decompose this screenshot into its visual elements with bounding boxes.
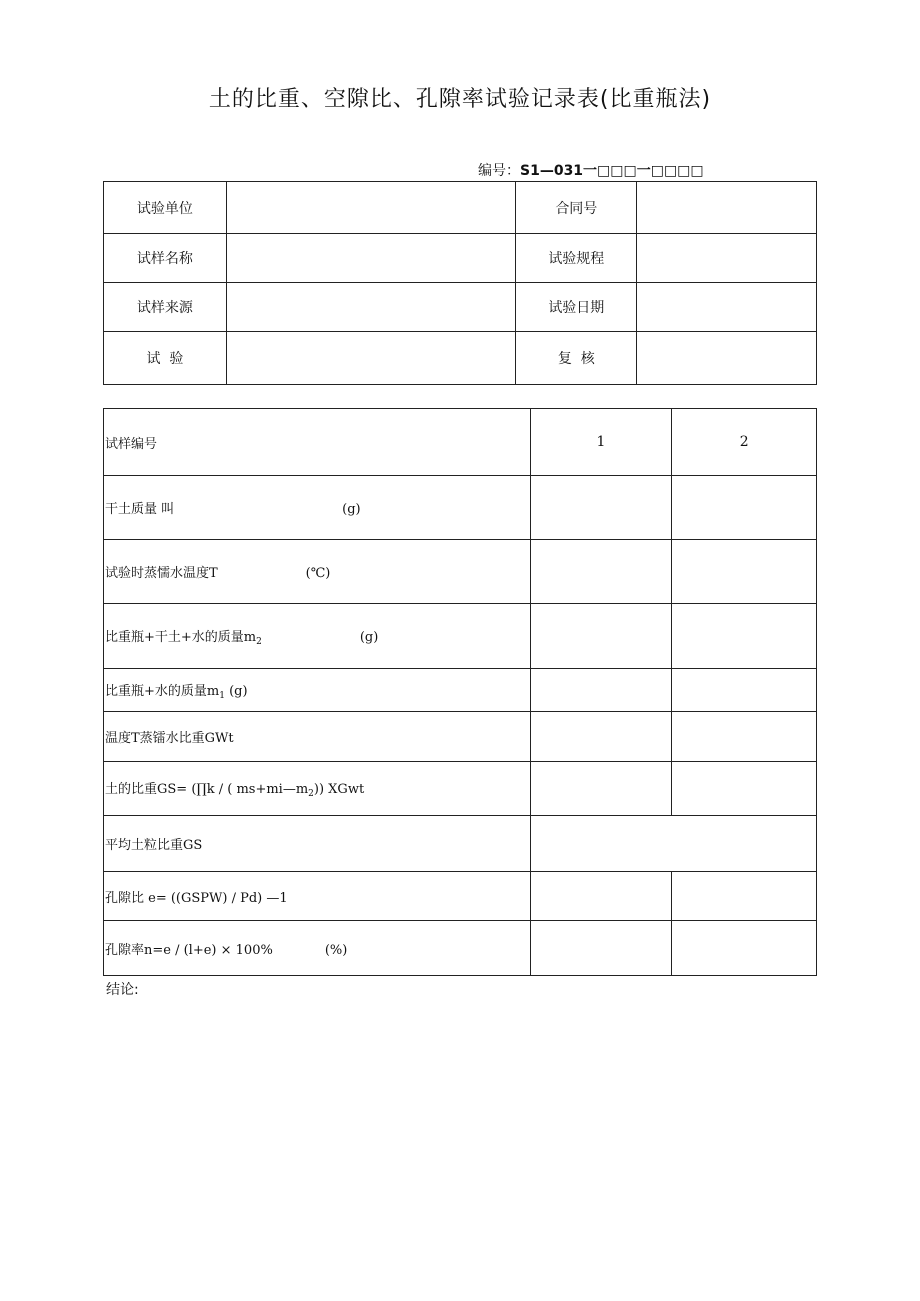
tester-field[interactable] xyxy=(226,332,516,385)
page-title: 土的比重、空隙比、孔隙率试验记录表(比重瓶法) xyxy=(208,87,712,112)
procedure-label: 试验规程 xyxy=(516,234,637,283)
tester-label: 试 验 xyxy=(104,332,227,385)
sample-name-field[interactable] xyxy=(226,234,516,283)
water-temp-label: 试验时蒸懦水温度T (℃) xyxy=(104,540,531,604)
soil-specific-gravity-2[interactable] xyxy=(672,762,817,816)
water-specific-gravity-1[interactable] xyxy=(530,712,672,762)
sample-col-1: 1 xyxy=(530,409,672,476)
dry-soil-mass-1[interactable] xyxy=(530,476,672,540)
sample-source-field[interactable] xyxy=(226,283,516,332)
document-code xyxy=(478,160,704,180)
code-value: S1—031一□□□一□□□□ xyxy=(520,163,704,179)
soil-specific-gravity-1[interactable] xyxy=(530,762,672,816)
contract-label: 合同号 xyxy=(516,182,637,234)
water-temp-2[interactable] xyxy=(672,540,817,604)
avg-specific-gravity-label: 平均土粒比重GS xyxy=(104,816,531,872)
bottle-soil-water-mass-label: 比重瓶+干土+水的质量$m_2$ (g) xyxy=(104,604,531,669)
test-date-field[interactable] xyxy=(637,283,817,332)
unit-field[interactable] xyxy=(226,182,516,234)
sample-name-label: 试样名称 xyxy=(104,234,227,283)
dry-soil-mass-2[interactable] xyxy=(672,476,817,540)
reviewer-label: 复 核 xyxy=(516,332,637,385)
sample-source-label: 试样来源 xyxy=(104,283,227,332)
info-table xyxy=(103,181,817,385)
reviewer-field[interactable] xyxy=(637,332,817,385)
water-specific-gravity-2[interactable] xyxy=(672,712,817,762)
bottle-water-mass-1[interactable] xyxy=(530,669,672,712)
bottle-water-mass-2[interactable] xyxy=(672,669,817,712)
porosity-2[interactable] xyxy=(672,921,817,976)
dry-soil-mass-label: 干土质量 叫 (g) xyxy=(104,476,531,540)
sample-no-label: 试样编号 xyxy=(104,409,531,476)
soil-specific-gravity-label: 土的比重GS= (∏k / ( $ms+mi—m_2$)) XGwt xyxy=(104,762,531,816)
porosity-1[interactable] xyxy=(530,921,672,976)
test-record-table xyxy=(103,408,817,976)
bottle-soil-water-mass-2[interactable] xyxy=(672,604,817,669)
porosity-label: 孔隙率n=e / (l+e) × 100% (%) xyxy=(104,921,531,976)
void-ratio-1[interactable] xyxy=(530,872,672,921)
contract-field[interactable] xyxy=(637,182,817,234)
bottle-water-mass-label: 比重瓶+水的质量$m_1$ (g) xyxy=(104,669,531,712)
water-temp-1[interactable] xyxy=(530,540,672,604)
void-ratio-2[interactable] xyxy=(672,872,817,921)
conclusion-label: 结论: xyxy=(106,982,139,998)
avg-specific-gravity-field[interactable] xyxy=(530,816,816,872)
unit-label: 试验单位 xyxy=(104,182,227,234)
code-label: 编号： xyxy=(478,163,520,179)
test-date-label: 试验日期 xyxy=(516,283,637,332)
sample-col-2: 2 xyxy=(672,409,817,476)
water-specific-gravity-label: 温度T蒸镭水比重GWt xyxy=(104,712,531,762)
procedure-field[interactable] xyxy=(637,234,817,283)
bottle-soil-water-mass-1[interactable] xyxy=(530,604,672,669)
void-ratio-label: 孔隙比 e= ((GSPW) / Pd) —1 xyxy=(104,872,531,921)
